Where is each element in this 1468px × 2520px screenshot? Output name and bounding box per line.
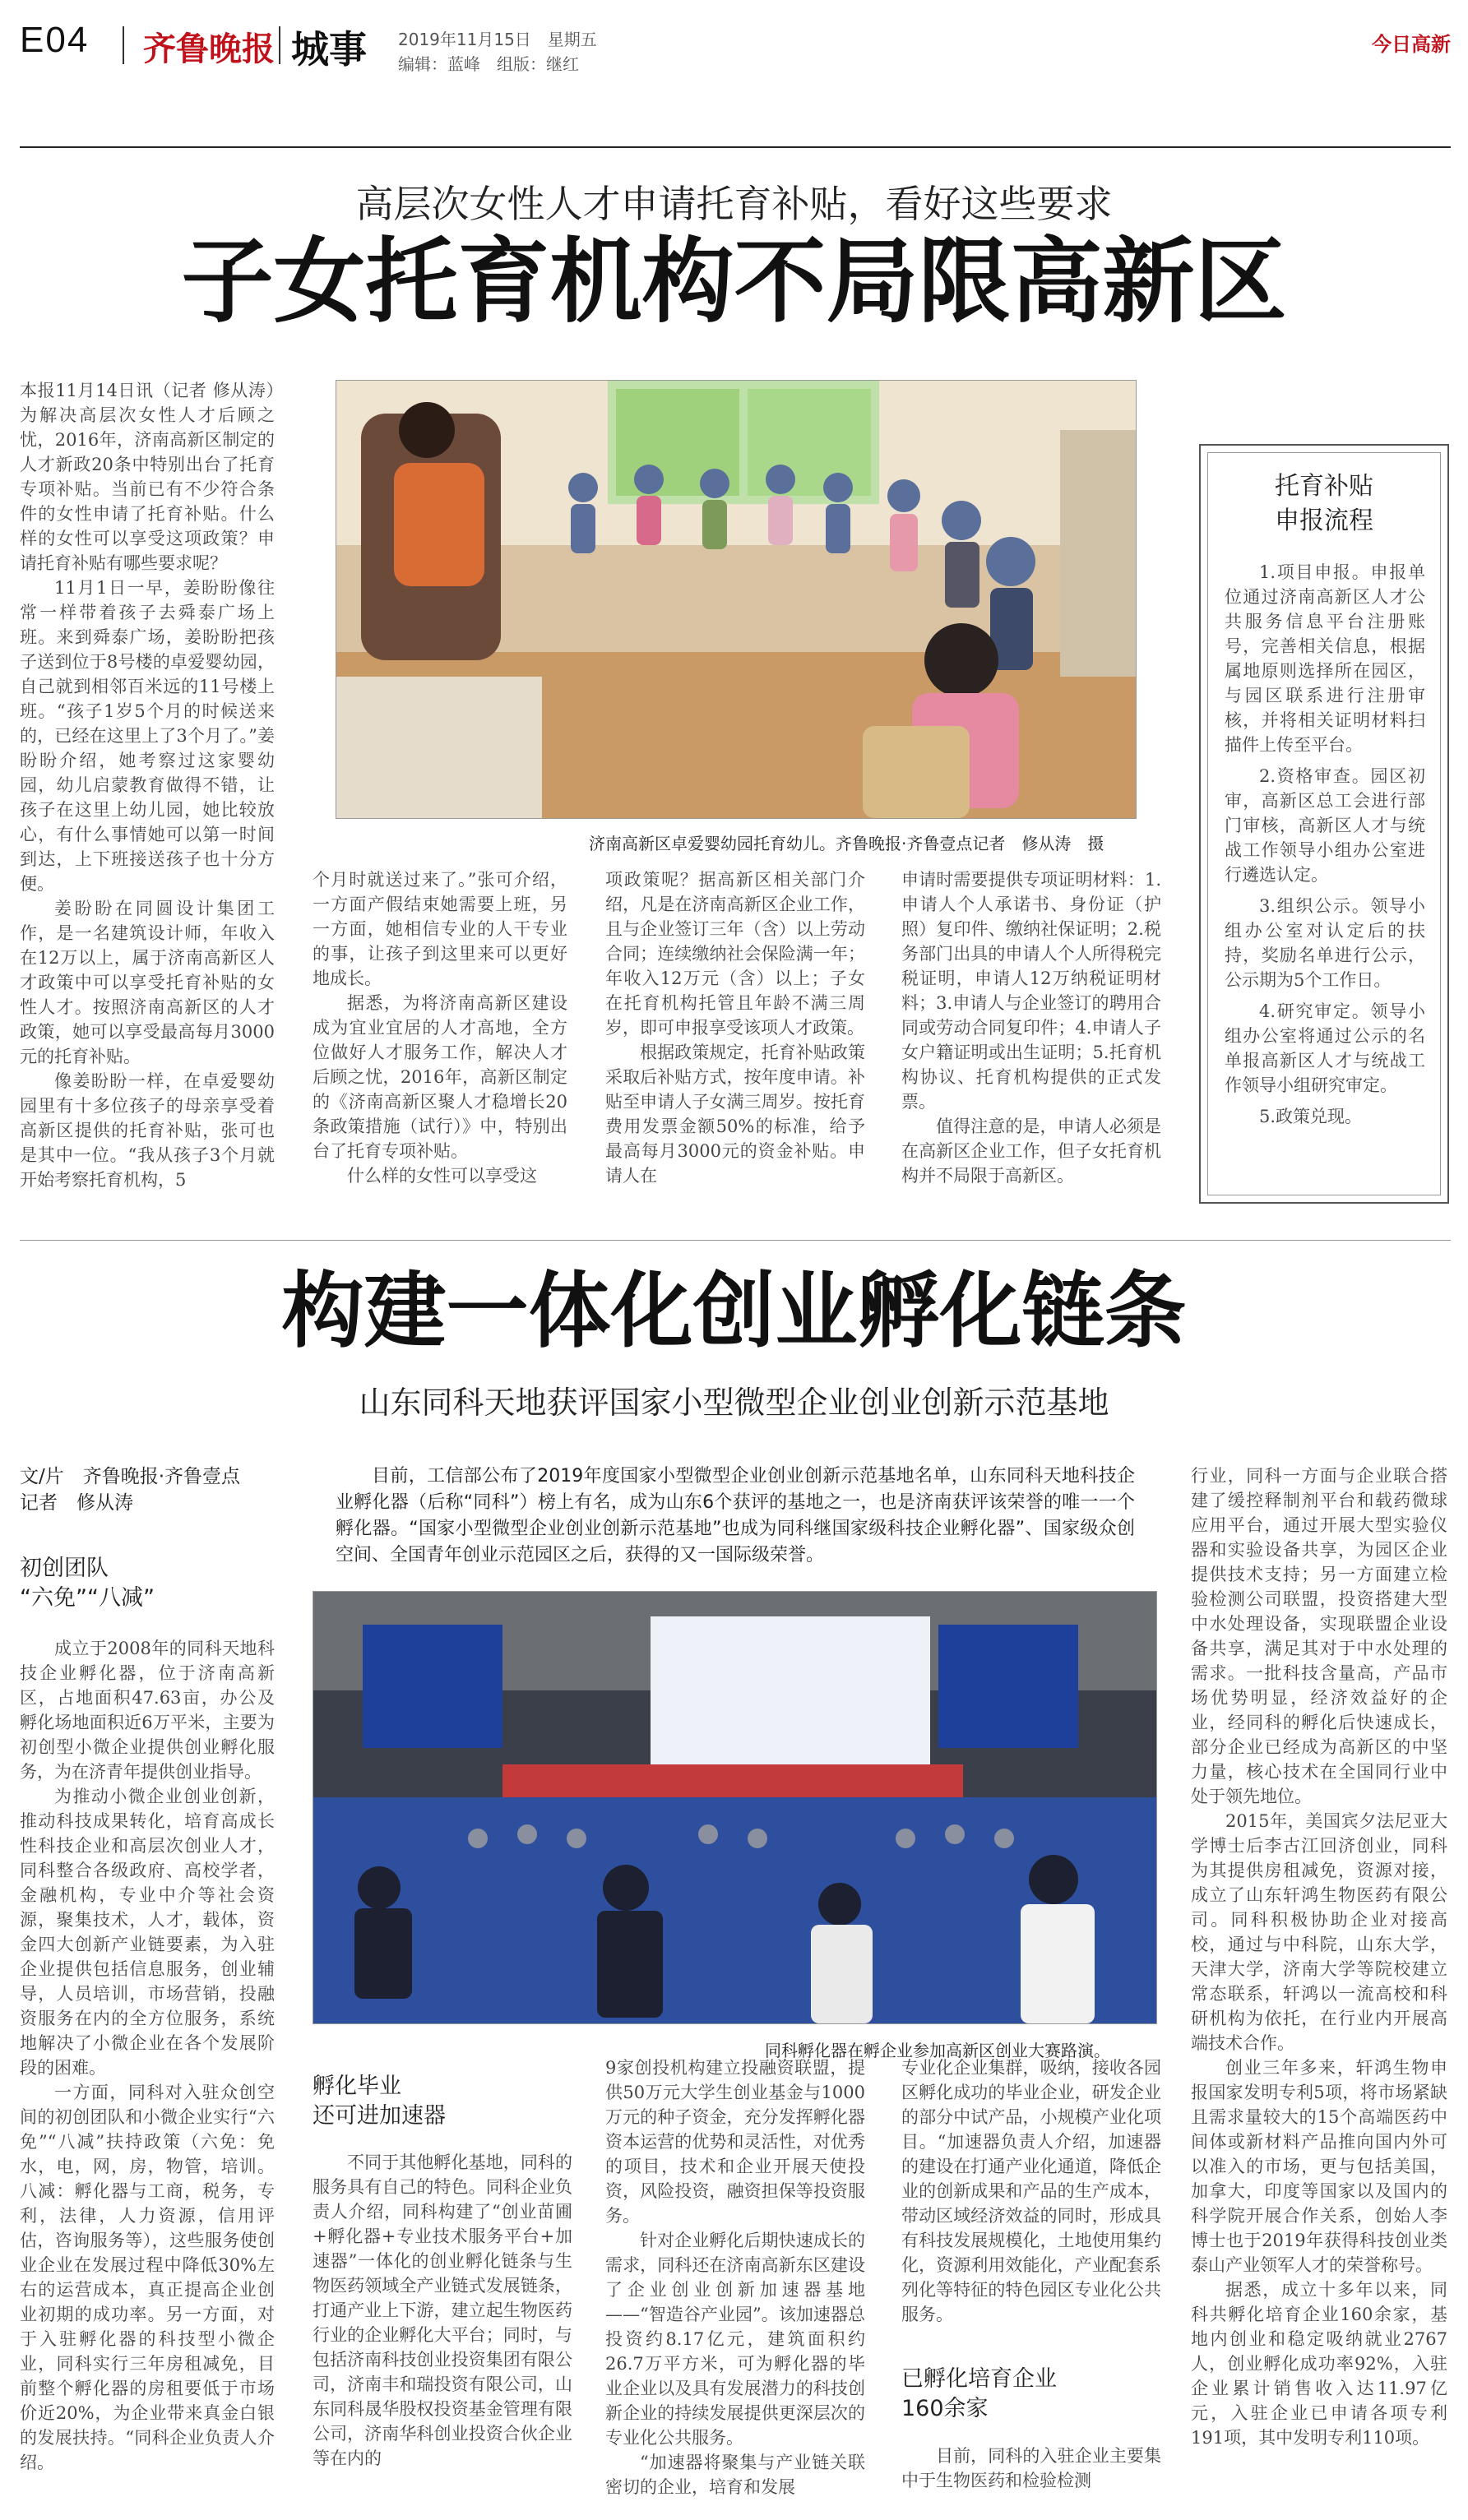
article1-photo-caption: 济南高新区卓爱婴幼园托育幼儿。齐鲁晚报·齐鲁壹点记者 修从涛 摄 xyxy=(589,834,1104,853)
paragraph: 11月1日一早，姜盼盼像往常一样带着孩子去舜泰广场上班。来到舜泰广场，姜盼盼把孩子送到位于8号楼的卓爱婴幼园，自己就到相邻百米远的11号楼上班。“孩子1岁5个月的时候送来的，已经在这里上了3个月了。”姜盼盼介绍，她考察过这家婴幼园，幼儿启蒙教育做得不错，让孩子在这里上幼儿园，她比较放心，有什么事情她可以第一时间到达，上下班接送孩子也十分方便。 xyxy=(20,578,275,894)
article2-column-3 xyxy=(605,2055,865,2512)
process-steps xyxy=(1225,560,1425,1135)
paragraph: “加速器将聚集与产业链关联密切的企业，培育和发展 xyxy=(605,2453,865,2497)
paragraph: 针对企业孵化后期快速成长的需求，同科还在济南高新东区建设了企业创业创新加速器基地——“智造谷产业园”。该加速器总投资约8.17亿元，建筑面积约26.7万平方米，可为孵化器的毕业企业以及具有发展潜力的科技创新企业的持续发展提供更深层次的专业化公共服务。 xyxy=(605,2231,865,2448)
header-divider xyxy=(123,26,124,64)
process-step: 3.组织公示。领导小组办公室对认定后的扶持，奖励名单进行公示，公示期为5个工作日。 xyxy=(1225,896,1425,990)
subhead-line: 160余家 xyxy=(901,2396,989,2421)
article2-lead xyxy=(336,1463,1135,1570)
paragraph: 成立于2008年的同科天地科技企业孵化器，位于济南高新区，占地面积47.63亩，办公及孵化场地面积近6万平米，主要为初创型小微企业提供创业孵化服务，为在济青年提供创业指导。 xyxy=(20,1639,275,1782)
box-title-line: 托育补贴 xyxy=(1275,472,1373,501)
paragraph: 姜盼盼在同圆设计集团工作，是一名建筑设计师，年收入在12万以上，属于济南高新区人才政策中可以享受托育补贴的女性人才。按照济南高新区的人才政策，她可以享受最高每月3000元的托育补贴。 xyxy=(20,899,275,1066)
editor-line: 编辑：蓝峰 组版：继红 xyxy=(398,54,579,74)
article2-column-1 xyxy=(20,1636,275,2512)
subhead-line: 还可进加速器 xyxy=(313,2103,446,2129)
article1-subtitle: 高层次女性人才申请托育补贴，看好这些要求 xyxy=(355,182,1113,226)
paragraph: 2015年，美国宾夕法尼亚大学博士后李古江回济创业，同科为其提供房租减免，资源对接，成立了山东轩鸿生物医药有限公司。同科积极协助企业对接高校，通过与中科院，山东大学，天津大学，济南大学等院校建立常态联系，轩鸿以一流高校和科研机构为依托，在行业内开展高端技术合作。 xyxy=(1191,1811,1447,2053)
process-step: 4.研究审定。领导小组办公室将通过公示的名单报高新区人才与统战工作领导小组研究审定。 xyxy=(1225,1001,1425,1095)
paragraph: 个月时就送过来了。”张可介绍，一方面产假结束她需要上班，另一方面，她相信专业的人干专业的事，让孩子到这里来可以更好地成长。 xyxy=(313,870,567,988)
paragraph: 不同于其他孵化基地，同科的服务具有自己的特色。同科企业负责人介绍，同科构建了“创业苗圃+孵化器+专业技术服务平台+加速器”一体化的创业孵化链条与生物医药领域全产业链式发展链条，打通产业上下游，建立起生物医药行业的企业孵化大平台；同时，与包括济南科技创业投资集团有限公司，济南丰和瑞投资有限公司，山东同科晟华股权投资基金管理有限公司，济南华科创业投资合伙企业等在内的 xyxy=(313,2152,572,2468)
paragraph: 为推动小微企业创业创新，推动科技成果转化，培育高成长性科技企业和高层次创业人才，同科整合各级政府、高校学者，金融机构，专业中介等社会资源，聚集技术，人才，载体，资金四大创新产业链要素，为入驻企业提供包括信息服务，创业辅导，人员培训，市场营销，投融资服务在内的全方位服务，系统地解决了小微企业在各个发展阶段的困难。 xyxy=(20,1787,275,2078)
article2-column-4b xyxy=(901,2444,1161,2509)
process-step: 5.政策兑现。 xyxy=(1259,1107,1363,1126)
section-name: 城事 xyxy=(291,27,367,72)
subhead-startup-teams xyxy=(20,1554,155,1613)
article1-column-4 xyxy=(901,867,1161,1213)
article1-column-3 xyxy=(605,867,865,1213)
roadshow-photo-image xyxy=(313,1592,1156,2023)
paragraph: 据悉，为将济南高新区建设成为宜业宜居的人才高地，全方位做好人才服务工作，解决人才后顾之忧，2016年，高新区制定的《济南高新区聚人才稳增长20条政策措施（试行）》中，特别出台了托育专项补贴。 xyxy=(313,993,567,1161)
paragraph: 9家创投机构建立投融资联盟，提供50万元大学生创业基金与1000万元的种子资金，充分发挥孵化器资本运营的优势和灵活性，对优秀的项目，技术和企业开展天使投资，风险投资，融资担保等投资服务。 xyxy=(605,2058,865,2226)
process-step: 1.项目申报。申报单位通过济南高新区人才公共服务信息平台注册账号，完善相关信息，根据属地原则选择所在园区，与园区联系进行注册审核，并将相关证明材料扫描件上传至平台。 xyxy=(1225,562,1425,755)
paragraph: 创业三年多来，轩鸿生物申报国家发明专利5项，将市场紧缺且需求量较大的15个高端医药中间体或新材料产品推向国内外可以准入的市场，更与包括美国，加拿大，印度等国家以及国内的科学院开展合作关系，创始人李博士也于2019年获得科技创业类泰山产业领军人才的荣誉称号。 xyxy=(1191,2058,1447,2275)
application-process-box-inner xyxy=(1207,452,1441,1195)
date-line: 2019年11月15日 星期五 xyxy=(398,30,597,49)
paragraph: 项政策呢？据高新区相关部门介绍，凡是在济南高新区企业工作，且与企业签订三年（含）以上劳动合同；连续缴纳社会保险满一年；年收入12万元（含）以上；子女在托育机构托管且年龄不满三周岁，即可申报享受该项人才政策。 xyxy=(605,870,865,1038)
article1-title: 子女托育机构不局限高新区 xyxy=(181,229,1287,335)
article2-column-2 xyxy=(313,2150,572,2512)
article2-byline xyxy=(20,1463,240,1516)
paragraph: 专业化企业集群，吸纳，接收各园区孵化成功的毕业企业，研发企业的部分中试产品，小规模产业化项目。“加速器负责人介绍，加速器的建设在打通产业化通道，降低企业的创新成果和产品的生产成本，带动区域经济效益的同时，形成具有科技发展规模化，土地使用集约化，资源利用效能化，产业配套系列化等特征的特色园区专业化公共服务。 xyxy=(901,2058,1161,2324)
paragraph: 行业，同科一方面与企业联合搭建了缓控释制剂平台和载药微球应用平台，通过开展大型实验仪器和实验设备共享，为园区企业提供技术支持；另一方面建立检验检测公司联盟，投资搭建大型中水处理设备，实现联盟企业设备共享，满足其对于中水处理的需求。一批科技含量高，产品市场优势明显，经济效益好的企业，经同科的孵化后快速成长，部分企业已经成为高新区的中坚力量，核心技术在全国同行业中处于领先地位。 xyxy=(1191,1466,1447,1806)
subhead-incubated-firms xyxy=(901,2365,1057,2424)
byline-line: 文/片 齐鲁晚报·齐鲁壹点 xyxy=(20,1466,241,1487)
subhead-graduation xyxy=(313,2072,446,2131)
article2-column-4 xyxy=(901,2055,1161,2339)
paragraph: 据悉，成立十多年以来，同科共孵化培育企业160余家，基地内创业和稳定吸纳就业2767人，创业孵化成功率92%，入驻企业累计销售收入达11.97亿元，入驻企业已申请各项专利191项，其中发明专利110项。 xyxy=(1191,2280,1447,2448)
article2-subtitle: 山东同科天地获评国家小型微型企业创业创新示范基地 xyxy=(359,1385,1109,1421)
page-code: E04 xyxy=(20,20,90,60)
byline-line: 记者 修从涛 xyxy=(20,1492,133,1514)
daycare-photo-image xyxy=(336,381,1136,818)
article1-column-2 xyxy=(313,867,567,1213)
article2-column-5 xyxy=(1191,1463,1447,2512)
paragraph: 一方面，同科对入驻众创空间的初创团队和小微企业实行“六免”“八减”扶持政策（六免：免水，电，网，房，物管，培训。八减：孵化器与工商，税务，专利，法律，人力资源，信用评估，咨询服务等），这些服务使创业企业在发展过程中降低30%左右的运营成本，真正提高企业创业初期的成功率。另一方面，对于入驻孵化器的科技型小微企业，同科实行三年房租减免，目前整个孵化器的房租要低于市场价近20%，为企业带来真金白银的发展扶持。“同科企业负责人介绍。 xyxy=(20,2083,275,2472)
paragraph: 什么样的女性可以享受这 xyxy=(347,1166,537,1186)
section-divider xyxy=(20,1240,1451,1241)
subhead-line: 孵化毕业 xyxy=(313,2074,401,2099)
box-title xyxy=(1208,469,1440,539)
roadshow-photo xyxy=(313,1591,1157,2024)
paragraph: 值得注意的是，申请人必须是在高新区企业工作，但子女托育机构并不局限于高新区。 xyxy=(901,1117,1161,1186)
header-rule xyxy=(20,146,1451,148)
header-divider xyxy=(279,26,280,64)
application-process-box xyxy=(1199,444,1449,1204)
subhead-line: 初创团队 xyxy=(20,1556,109,1581)
paragraph: 目前，同科的入驻企业主要集中于生物医药和检验检测 xyxy=(901,2446,1161,2490)
paragraph: 像姜盼盼一样，在卓爱婴幼园里有十多位孩子的母亲享受着高新区提供的托育补贴，张可也是其中一位。“我从孩子3个月就开始考察托育机构，5 xyxy=(20,1071,275,1190)
paragraph: 根据政策规定，托育补贴政策采取后补贴方式，按年度申请。补贴至申请人子女满三周岁。按托育费用发票金额50%的标准，给予最高每月3000元的资金补贴。申请人在 xyxy=(605,1043,865,1186)
article2-title: 构建一体化创业孵化链条 xyxy=(281,1263,1187,1359)
paper-name: 齐鲁晚报 xyxy=(143,30,275,68)
box-title-line: 申报流程 xyxy=(1275,506,1373,535)
daycare-photo xyxy=(336,380,1137,819)
page-header xyxy=(20,15,1451,72)
paragraph: 申请时需要提供专项证明材料：1.申请人个人承诺书、身份证（护照）复印件、缴纳社保证明；2.税务部门出具的申请人个人所得税完税证明，申请人12万纳税证明材料；3.申请人与企业签订的聘用合同或劳动合同复印件；4.申请人子女户籍证明或出生证明；5.托育机构协议、托育机构提供的正式发票。 xyxy=(901,870,1161,1112)
lead-paragraph: 目前，工信部公布了2019年度国家小型微型企业创业创新示范基地名单，山东同科天地科技企业孵化器（后称“同科”）榜上有名，成为山东6个获评的基地之一，也是济南获评该荣誉的唯一一个孵化器。“国家小型微型企业创业创新示范基地”也成为同科继国家级科技企业孵化器”、国家级众创空间、全国青年创业示范园区之后，获得的又一国际级荣誉。 xyxy=(336,1466,1135,1565)
article2-photo-caption: 同科孵化器在孵企业参加高新区创业大赛路演。 xyxy=(765,2041,1110,2060)
section-tag: 今日高新 xyxy=(1372,33,1451,56)
subhead-line: 已孵化培育企业 xyxy=(901,2366,1057,2392)
article1-column-1 xyxy=(20,378,292,1209)
subhead-line: “六免”“八减” xyxy=(20,1585,155,1611)
process-step: 2.资格审查。园区初审，高新区总工会进行部门审核，高新区人才与统战工作领导小组办公室进行遴选认定。 xyxy=(1225,766,1425,885)
paragraph: 本报11月14日讯（记者 修从涛） 为解决高层次女性人才后顾之忧，2016年，济南高新区制定的人才新政20条中特别出台了托育专项补贴。当前已有不少符合条件的女性申请了托育补贴。什么样的女性可以享受这项政策？申请托育补贴有哪些要求呢？ xyxy=(20,381,292,573)
